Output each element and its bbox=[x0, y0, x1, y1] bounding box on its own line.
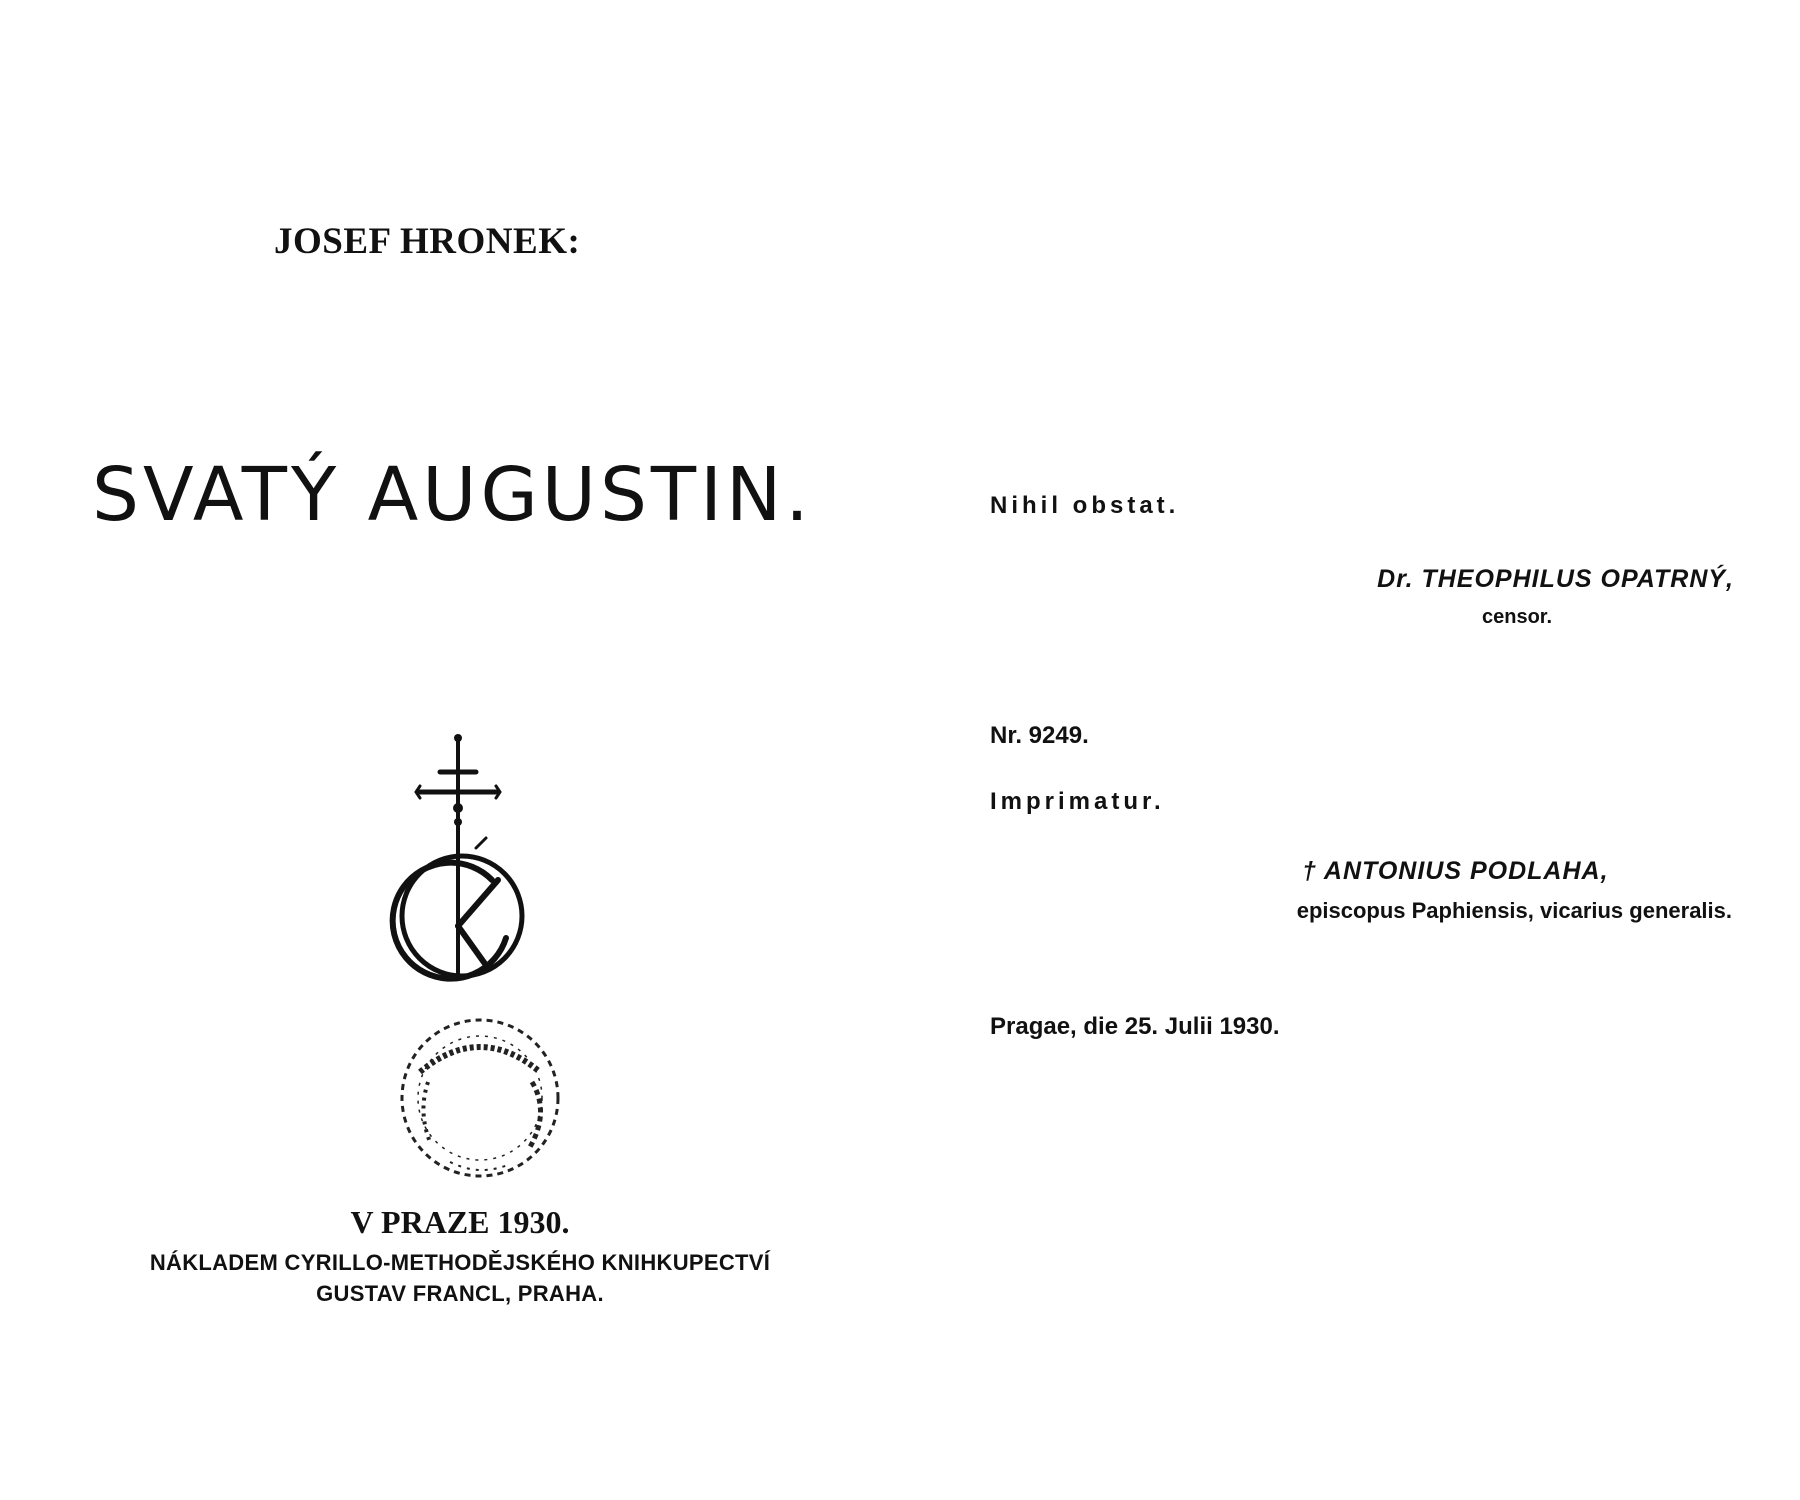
book-title: SVATÝ AUGUSTIN. bbox=[92, 452, 813, 538]
author-name: JOSEF HRONEK: bbox=[274, 221, 581, 262]
imprimatur-label: Imprimatur. bbox=[990, 788, 1165, 815]
publisher-emblem-icon bbox=[380, 730, 550, 995]
imprint-place-year: V PRAZE 1930. bbox=[350, 1204, 570, 1240]
bishop-name: † ANTONIUS PODLAHA, bbox=[1302, 857, 1609, 885]
library-stamp-icon bbox=[390, 1012, 570, 1182]
censor-name: Dr. THEOPHILUS OPATRNÝ, bbox=[1377, 565, 1734, 593]
place-date: Pragae, die 25. Julii 1930. bbox=[990, 1013, 1280, 1040]
censor-role: censor. bbox=[1482, 606, 1553, 628]
imprint-publisher: NÁKLADEM CYRILLO-METHODĚJSKÉHO KNIHKUPECTVÍ bbox=[149, 1250, 771, 1275]
nihil-obstat-label: Nihil obstat. bbox=[990, 492, 1180, 519]
bishop-title: episcopus Paphiensis, vicarius generalis. bbox=[1296, 898, 1732, 923]
reference-number: Nr. 9249. bbox=[990, 722, 1089, 749]
imprint-owner: GUSTAV FRANCL, PRAHA. bbox=[316, 1281, 604, 1306]
